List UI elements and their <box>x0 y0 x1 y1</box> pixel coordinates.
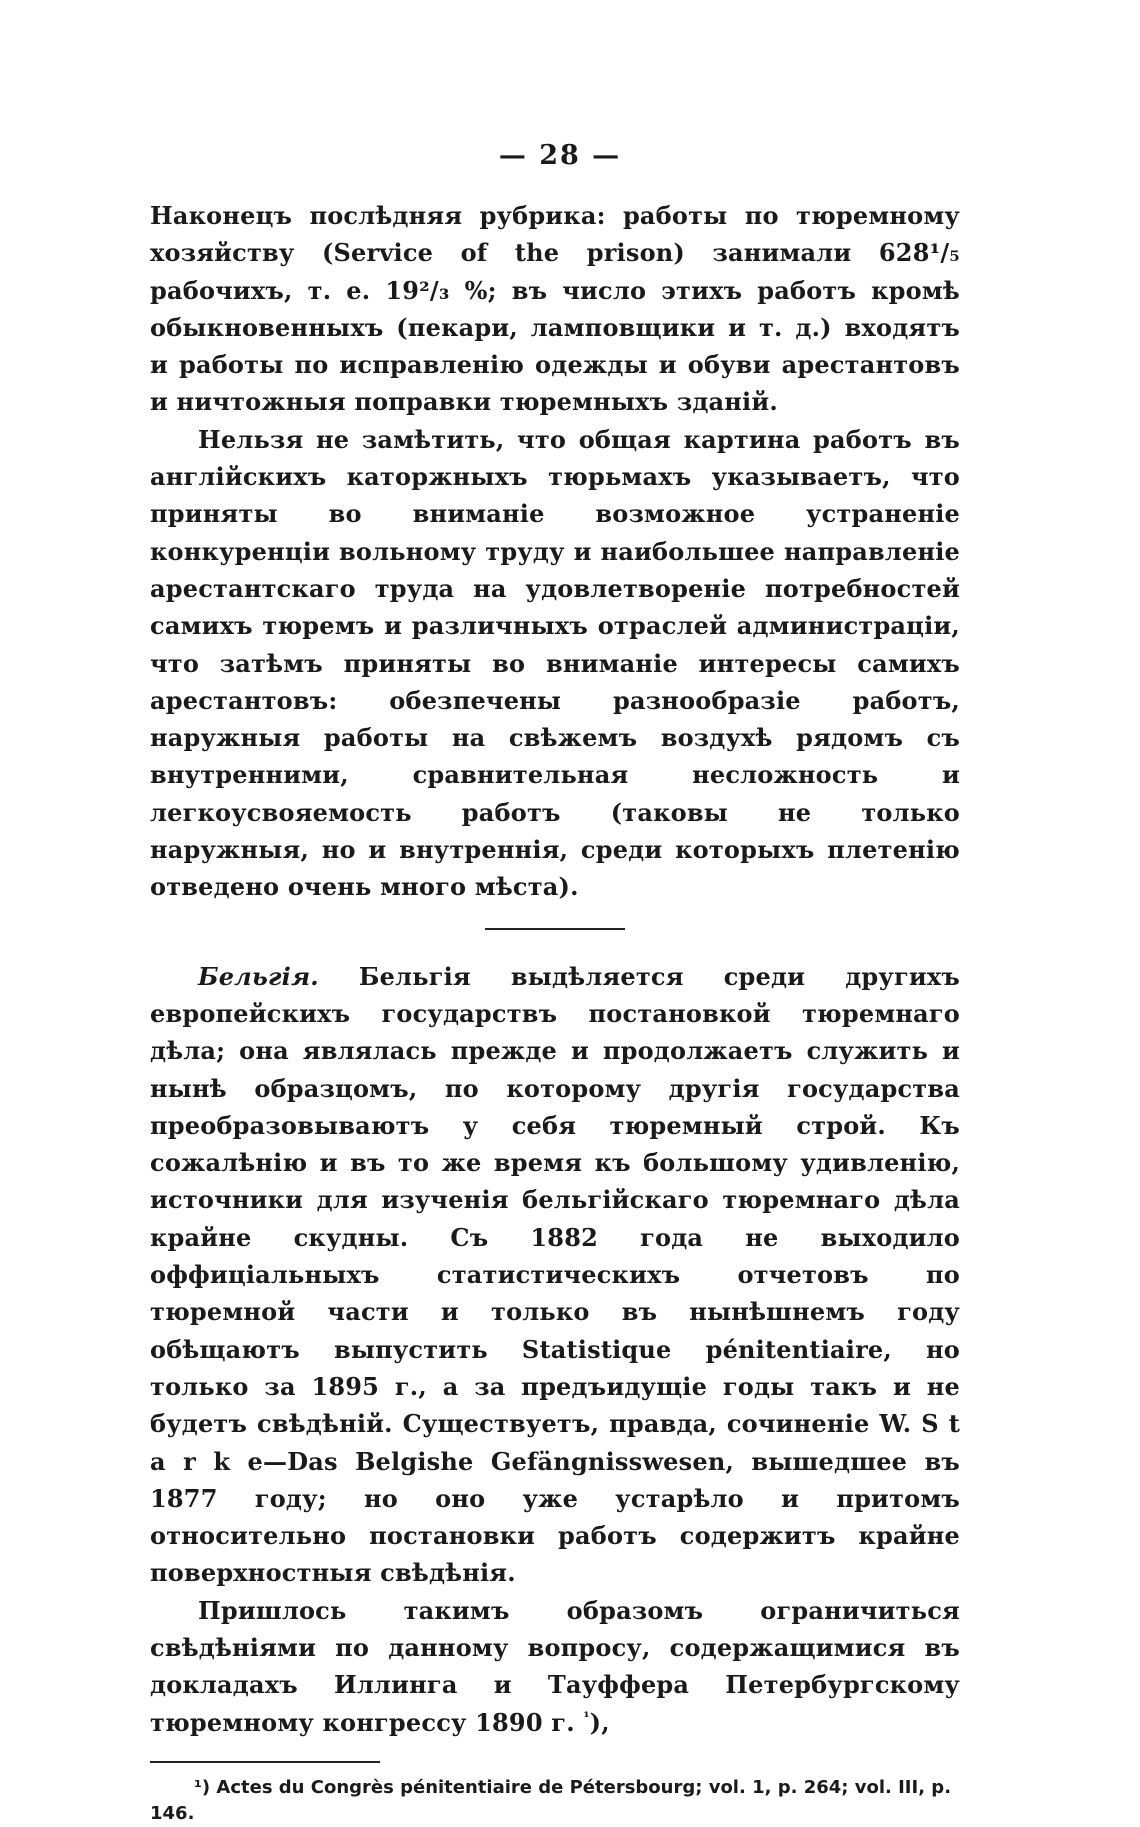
paragraph-sources-text: Пришлось такимъ образомъ ограничиться свѣдѣніями по данному вопросу, содержащимися въ докладахъ Иллинга и Тауффера Петербургскому тюремному конгрессу 1890 г. <box>150 1595 960 1737</box>
paragraph-sources-end: ), <box>589 1707 610 1737</box>
footnote <box>150 1775 960 1827</box>
section-divider <box>485 928 625 930</box>
footnote-marker: ¹) <box>194 1776 211 1798</box>
paragraph-english-summary: Нельзя не замѣтить, что общая картина работъ въ англійскихъ каторжныхъ тюрьмахъ указываетъ, что приняты во вниманіе возможное устраненіе конкуренціи вольному труду и наибольшее направленіе арестантскаго труда на удовлетвореніе потребностей самихъ тюремъ и различныхъ отраслей администраціи, что затѣмъ приняты во вниманіе интересы самихъ арестантовъ: обезпечены разнообразіе работъ, наружныя работы на свѣжемъ воздухѣ рядомъ съ внутренними, сравнительная несложность и легкоусвояемость работъ (таковы не только наружныя, но и внутреннія, среди которыхъ плетенію отведено очень много мѣста). <box>150 424 960 902</box>
footnote-text: Actes du Congrès pénitentiaire de Pétersbourg; vol. 1, p. 264; vol. III, p. 146. <box>150 1776 952 1824</box>
section-heading-belgium: Бельгія. <box>198 961 319 991</box>
paragraph-belgium-text: Бельгія выдѣляется среди другихъ европейскихъ государствъ постановкой тюремнаго дѣла; она являлась прежде и продолжаетъ служить и нынѣ образцомъ, по которому другія государства преобразовываютъ у себя тюремный строй. Къ сожалѣнію и въ то же время къ большому удивленію, источники для изученія бельгійскаго тюремнаго дѣла крайне скудны. Съ 1882 года не выходило оффиціальныхъ статистическихъ отчетовъ по тюремной части и только въ нынѣшнемъ году обѣщаютъ выпустить Statistique pénitentiaire, но только за 1895 г., а за предъидущіе годы такъ и не будетъ свѣдѣній. Существуетъ, правда, сочиненіе W. S t a r k e—Das Belgishe Gefängnisswesen, вышедшее въ 1877 году; но оно уже устарѣло и притомъ относительно постановки работъ содержитъ крайне поверхностныя свѣдѣнія. <box>150 961 960 1588</box>
page-number: — 28 — <box>498 140 622 171</box>
footnote-reference: ¹ <box>583 1709 590 1726</box>
document-page <box>150 140 960 1827</box>
footnote-rule <box>150 1761 380 1763</box>
paragraph-sources <box>150 1592 960 1741</box>
paragraph-belgium <box>150 958 960 1592</box>
paragraph-prison-service: Наконецъ послѣдняя рубрика: работы по тюремному хозяйству (Service of the prison) занимали 628¹/₅ рабочихъ, т. е. 19²/₃ %; въ число этихъ работъ кромѣ обыкновенныхъ (пекари, ламповщики и т. д.) входятъ и работы по исправленію одежды и обуви арестантовъ и ничтожныя поправки тюремныхъ зданій. <box>150 201 960 417</box>
